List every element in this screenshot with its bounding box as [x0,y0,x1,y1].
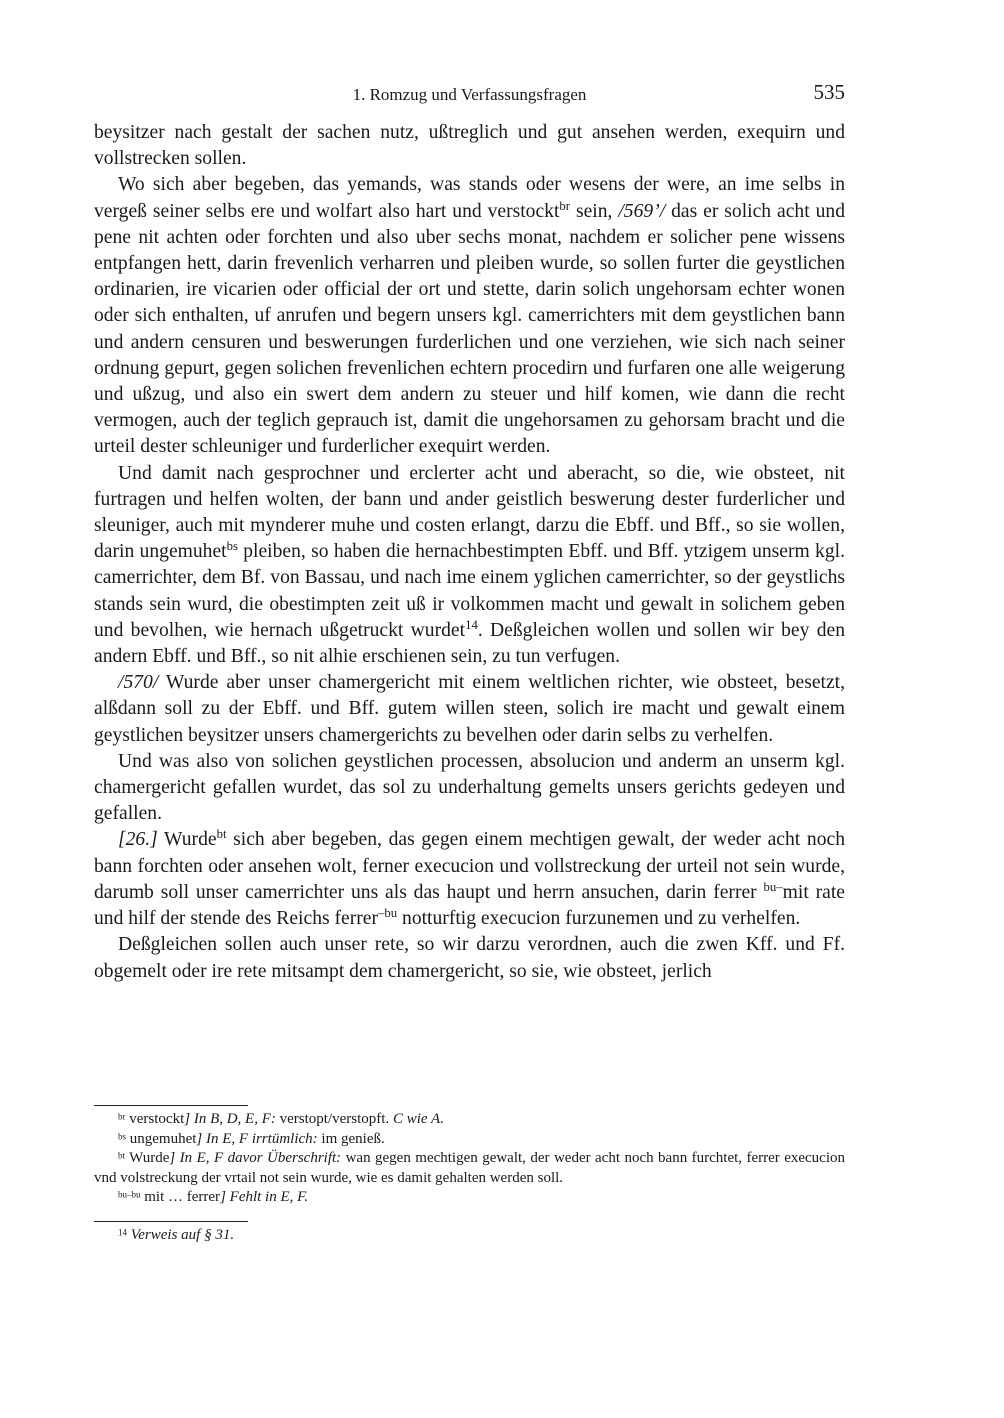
text: notturftig execucion furzunemen und zu verhelfen. [397,908,801,930]
running-header [94,80,845,110]
editorial-italic: ] In B, D, E, F: [184,1111,276,1127]
text: Wurde [125,1150,170,1166]
editorial-italic: Verweis auf § 31. [130,1226,235,1243]
commentary-rule [94,1221,248,1222]
text: sein, [570,200,619,222]
text: sich aber begeben, das gegen einem mechtigen gewalt, der weder acht noch bann forchten oder ansehen wolt, ferner execucion und vollstreckung der urteil not sein wurde, darumb soll unser camerrichter uns als das haupt und herrn ansuchen, darin ferrer [94,829,845,903]
note-marker: bs [118,1130,127,1141]
editorial-italic: C wie A. [392,1111,444,1127]
text: mit rate und hilf der stende des Reichs ferrer [94,881,845,930]
footnotes [94,1105,845,1245]
text: Und was also von solichen geystlichen processen, absolucion und anderm an unserm kgl. chamergericht gefallen wurdet, das sol zu underhaltung gemelts unsers gerichts gedeyen und gefallen. [94,750,845,825]
text: Und damit nach gesprochner und erclerter acht und aberacht, so die, wie obsteet, nit furtragen und helfen wolten, der bann und ander geistlich beswerung dester furderlicher und sleuniger, auch mit mynderer muhe und costen erlangt, darzu die Ebff. und Bff., so sie wollen, darin ungemuhet [94,462,845,563]
footnote [94,1110,845,1130]
note-marker: br [559,198,571,213]
editorial-italic: ] Fehlt in E, F. [220,1189,309,1205]
textual-notes [94,1110,845,1208]
note-marker: bt [216,827,227,842]
text: pleiben, so haben die hernachbestimpten Ebff. und Bff. ytzigem unserm kgl. camerrichter, dem Bf. von Bassau, und nach ime einem yglichen camerrichter, so der geystlichs stands sein wurd, die obestimpten zeit uß ir volkommen macht und gewalt in solichem geben und bevolhen, wie hernach ußgetruckt wurdet [94,541,845,641]
footnote [94,1188,845,1208]
text: Wurde aber unser chamergericht mit einem weltlichen richter, wie obsteet, besetzt, alßdann soll zu der Ebff. und Bff. gutem willen steen, solich ire macht und gewalt einem geystlichen beysitzer unsers chamergerichts zu bevelhen oder darin selbs zu verhelfen. [94,672,845,746]
editorial-italic: /570/ [118,672,159,694]
paragraph [94,461,845,671]
commentary-note [94,1226,845,1246]
note-marker: bu– [763,879,783,894]
editorial-italic: ] In E, F davor Überschrift: [169,1150,342,1166]
page-number: 535 [813,80,845,104]
text: . Deßgleichen wollen und sollen wir bey den andern Ebff. und Bff., so nit alhie erschienen sein, zu tun verfugen. [94,619,845,668]
text: Deßgleichen sollen auch unser rete, so wir darzu verordnen, auch die zwen Kff. und Ff. obgemelt oder ire rete mitsampt dem chamergericht, so sie, wie obsteet, jerlich [94,934,845,982]
paragraph [94,670,845,749]
main-text [94,120,845,985]
note-marker: bs [226,539,238,554]
text: Wurde [157,829,217,851]
paragraph [94,120,845,172]
editorial-italic: ] In E, F irrtümlich: [196,1130,318,1147]
footnote [94,1149,845,1188]
paragraph [94,827,845,932]
running-title: 1. Romzug und Verfassungsfragen [352,85,587,104]
editorial-italic: [26.] [118,829,158,851]
text: ungemuhet [126,1130,197,1147]
editorial-italic: /569’/ [618,200,666,222]
text: im genieß. [317,1130,385,1147]
text: mit … ferrer [140,1189,221,1205]
text: das er solich acht und pene nit achten oder forchten und also uber sechs monat, nachdem er solicher pene wissens entpfangen hett, darin frevenlich verharren und pleiben wurde, so sollen furter die geystlichen ordinarien, ire vicarien oder official der ort und stette, darin solich ungehorsam echter wonen oder sich enthalten, uf anrufen und begern unsers kgl. camerrichters mit dem geystlichen bann und andern censuren und beswerungen furderlichen und one verziehen, wie sich nach seiner ordnung gepurt, gegen solichen frevenlichen echtern procedirn und furfaren one alle weigerung und ußzug, und also ein swert dem andern zu steuer und hilf komen, wie dann die recht vermogen, auch der teglich geprauch ist, damit die ungehorsamen zu gehorsam bracht und die urteil dester schleuniger und furderlicher exequirt werden. [94,200,845,458]
paragraph [94,932,845,984]
commentary-notes [94,1226,845,1246]
note-marker: 14 [118,1226,127,1237]
paragraph [94,749,845,828]
footnote-rule [94,1105,248,1106]
note-marker: bu–bu [118,1189,141,1200]
footnote [94,1130,845,1150]
note-marker: br [118,1111,126,1122]
text: verstopt/verstopft. [275,1111,393,1127]
note-marker: bt [118,1150,126,1161]
note-marker: 14 [465,617,478,632]
text: beysitzer nach gestalt der sachen nutz, ußtreglich und gut ansehen werden, exequirn und vollstrecken sollen. [94,122,845,170]
paragraph [94,172,845,460]
text: wan gegen mechtigen gewalt, der weder acht noch bann furchtet, ferrer execucion vnd volstreckung der vrtail not sein wurde, wie es damit gehalten werden soll. [94,1150,845,1186]
note-marker: –bu [378,906,398,921]
text: Wo sich aber begeben, das yemands, was stands oder wesens der were, an ime selbs in vergeß seiner selbs ere und wolfart also hart und verstockt [94,174,845,222]
text: verstockt [125,1111,185,1127]
